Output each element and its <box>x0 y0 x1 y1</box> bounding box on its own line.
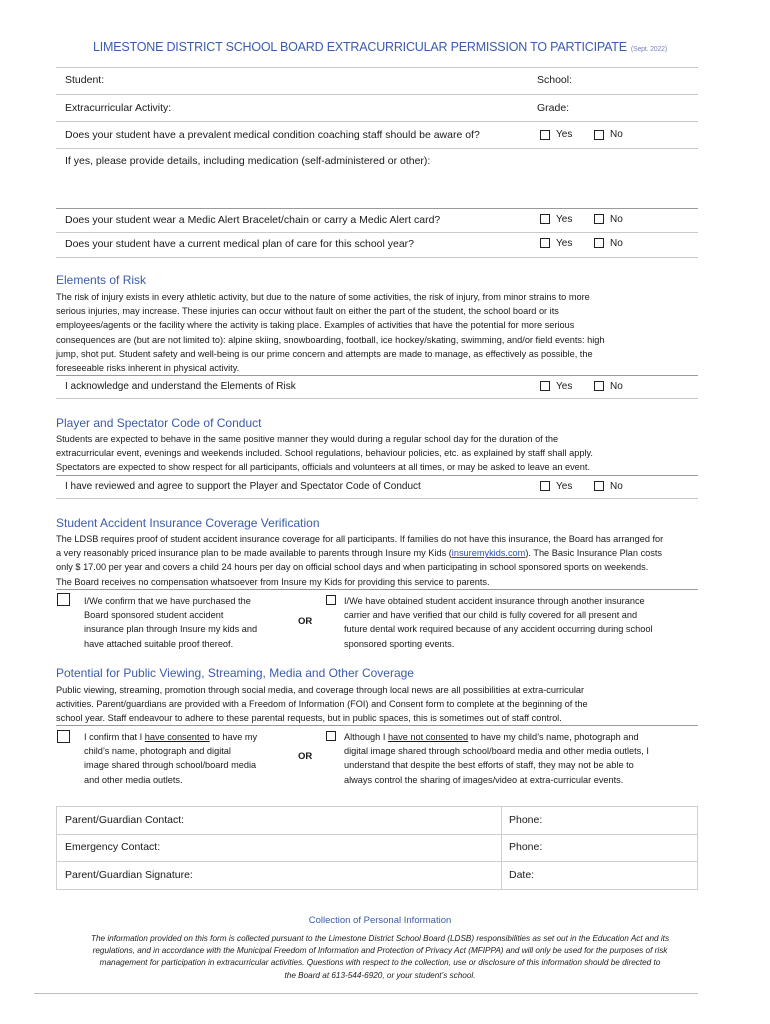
risk-heading: Elements of Risk <box>56 273 147 287</box>
insuremykids-link[interactable]: insuremykids.com <box>451 548 526 559</box>
insurance-line-text: a very reasonably priced insurance plan to be made available to parents through Insure my Kids ( <box>56 548 452 559</box>
option-line: digital image shared through school/board media and other media outlets, I <box>344 746 649 757</box>
yes-label: Yes <box>556 381 573 392</box>
phone-label: Phone: <box>509 841 543 853</box>
option-line: and other media outlets. <box>84 774 183 785</box>
option-line: child’s name, photograph and digital <box>84 746 231 757</box>
viewing-paragraph <box>56 683 706 726</box>
form-title-text: LIMESTONE DISTRICT SCHOOL BOARD EXTRACURRICULAR PERMISSION TO PARTICIPATE <box>93 40 627 54</box>
option-text: to have my child’s name, photograph and <box>468 732 639 742</box>
divider <box>56 257 698 258</box>
phone-label: Phone: <box>509 814 543 826</box>
divider <box>56 94 698 95</box>
collection-line: the Board at 613-544-6920, or your student’s school. <box>284 970 476 980</box>
yes-label: Yes <box>556 238 573 249</box>
risk-ack-label: I acknowledge and understand the Elements of Risk <box>65 381 296 392</box>
risk-line: employees/agents or the facility where the activity is taking place. Examples of activities that have the potential for more serious <box>56 320 575 331</box>
or-label: OR <box>298 616 313 627</box>
insurance-heading: Student Accident Insurance Coverage Verification <box>56 516 320 530</box>
medical-no-checkbox[interactable] <box>594 130 604 140</box>
insurance-paragraph <box>56 532 706 589</box>
option-line: I/We have obtained student accident insurance through another insurance <box>344 596 645 606</box>
conduct-no-checkbox[interactable] <box>594 481 604 491</box>
option-line: have attached suitable proof thereof. <box>84 638 234 649</box>
emergency-contact-label: Emergency Contact: <box>65 841 161 853</box>
not-consented-text <box>344 730 649 787</box>
insurance-line: only $ 17.00 per year and covers a child 24 hours per day on official school days and when participating in school sponsored sports on weekends. <box>56 562 649 573</box>
have-consented-text: have consented <box>144 732 210 742</box>
no-label: No <box>610 481 623 492</box>
option-text: to have my <box>209 732 258 742</box>
conduct-line: extracurricular event, evenings and weekends included. School regulations, behaviour policies, etc. as explained by staff shall apply. <box>56 448 593 459</box>
risk-line: The risk of injury exists in every athletic activity, but due to the nature of some activities, the risk of injury, from minor strains to more <box>56 292 590 302</box>
purchased-insurance-text <box>84 594 257 651</box>
risk-line: foreseeable risks inherent in physical activity. <box>56 363 240 374</box>
conduct-ack-label: I have reviewed and agree to support the Player and Spectator Code of Conduct <box>65 481 421 492</box>
conduct-heading: Player and Spectator Code of Conduct <box>56 416 262 430</box>
no-label: No <box>610 129 623 140</box>
yes-label: Yes <box>556 481 573 492</box>
risk-no-checkbox[interactable] <box>594 381 604 391</box>
risk-yes-checkbox[interactable] <box>540 381 550 391</box>
option-line: image shared through school/board media <box>84 760 257 771</box>
option-line: sponsored sporting events. <box>344 638 455 649</box>
not-consented-checkbox[interactable] <box>326 731 336 741</box>
purchased-insurance-checkbox[interactable] <box>57 593 70 606</box>
collection-heading: Collection of Personal Information <box>308 915 452 926</box>
yes-label: Yes <box>556 214 573 225</box>
insurance-line-text: ). The Basic Insurance Plan costs <box>525 548 663 559</box>
option-line: insurance plan through Insure my kids and <box>84 624 258 635</box>
footer-divider <box>34 993 698 994</box>
divider <box>56 148 698 149</box>
option-line <box>344 730 649 744</box>
plan-of-care-question: Does your student have a current medical plan of care for this school year? <box>65 238 415 250</box>
conduct-paragraph <box>56 432 706 475</box>
option-line: always control the sharing of images/video at extra-curricular events. <box>344 774 624 785</box>
option-text: Although I <box>344 732 388 742</box>
viewing-line: school year. Staff endeavour to adhere to these parental requests, but in public spaces, this is sometimes out of staff control. <box>56 713 562 724</box>
divider <box>56 208 698 209</box>
conduct-line: Spectators are expected to show respect for all participants, officials and volunteers at all times, or may be asked to leave an event. <box>56 462 591 473</box>
divider <box>56 375 698 376</box>
consented-text <box>84 730 257 787</box>
date-label: Date: <box>509 869 535 881</box>
collection-paragraph <box>50 933 710 982</box>
divider <box>56 589 698 590</box>
consented-checkbox[interactable] <box>57 730 70 743</box>
other-insurance-checkbox[interactable] <box>326 595 336 605</box>
guardian-contact-label: Parent/Guardian Contact: <box>65 814 185 826</box>
divider <box>56 121 698 122</box>
collection-line: regulations, and in accordance with the Municipal Freedom of Information and Protection of Privacy Act (MFIPPA) and will only be used for the purposes of risk <box>92 946 668 956</box>
divider <box>56 232 698 233</box>
school-label: School: <box>537 74 573 86</box>
risk-paragraph <box>56 290 706 375</box>
risk-line: consequences are (but are not limited to): alpine skiing, snowboarding, football, ice hockey/skating, swimming, and/or field events: high <box>56 334 605 345</box>
option-line: future dental work required because of any accident occurring during school <box>344 624 653 635</box>
medic-alert-no-checkbox[interactable] <box>594 214 604 224</box>
plan-yes-checkbox[interactable] <box>540 238 550 248</box>
guardian-contact-row[interactable] <box>57 807 697 834</box>
risk-line: serious injuries, may increase. These injuries can occur without fault on either the part of the student, the school board or its <box>56 306 559 317</box>
emergency-contact-row[interactable] <box>57 834 697 861</box>
form-date: (Sept. 2022) <box>630 46 667 53</box>
divider <box>56 498 698 499</box>
medical-condition-question: Does your student have a prevalent medical condition coaching staff should be aware of? <box>65 129 480 141</box>
viewing-heading: Potential for Public Viewing, Streaming, Media and Other Coverage <box>56 666 414 680</box>
conduct-line: Students are expected to behave in the same positive manner they would during a regular school day for the duration of the <box>56 434 559 444</box>
collection-line: The information provided on this form is collected pursuant to the Limestone District School Board (LDSB) responsibilities as set out in the Education Act and its <box>90 934 670 943</box>
other-insurance-text <box>344 594 652 651</box>
divider <box>56 725 698 726</box>
have-not-consented-text: have not consented <box>387 732 469 742</box>
plan-no-checkbox[interactable] <box>594 238 604 248</box>
collection-line: management for participation in extracurricular activities. Questions with respect to the collection, use or disclosure of this information should be directed to <box>99 958 661 968</box>
medical-yes-checkbox[interactable] <box>540 130 550 140</box>
no-label: No <box>610 381 623 392</box>
details-prompt: If yes, please provide details, including medication (self-administered or other): <box>65 155 431 167</box>
divider <box>56 398 698 399</box>
option-line: I/We confirm that we have purchased the <box>84 596 251 606</box>
form-title <box>93 40 667 54</box>
medic-alert-yes-checkbox[interactable] <box>540 214 550 224</box>
contact-table <box>56 806 698 890</box>
insurance-line: The Board receives no compensation whatsoever from Insure my Kids for providing this service to parents. <box>56 576 490 587</box>
option-line <box>84 730 257 744</box>
option-text: I confirm that I <box>84 732 145 742</box>
option-line: understand that despite the best efforts of staff, they may not be able to <box>344 760 634 771</box>
no-label: No <box>610 214 623 225</box>
conduct-yes-checkbox[interactable] <box>540 481 550 491</box>
or-label: OR <box>298 751 313 762</box>
medic-alert-question: Does your student wear a Medic Alert Bracelet/chain or carry a Medic Alert card? <box>65 214 441 226</box>
viewing-line: Public viewing, streaming, promotion through social media, and coverage through local news are all possibilities at extra-curricular <box>56 685 585 695</box>
details-field[interactable] <box>56 170 698 208</box>
divider <box>56 475 698 476</box>
insurance-line <box>56 546 706 560</box>
viewing-line: activities. Parent/guardians are provided with a Freedom of Information (FOI) and Consent form to complete at the beginning of the <box>56 699 588 710</box>
student-label: Student: <box>65 74 105 86</box>
signature-row[interactable] <box>57 861 697 888</box>
insurance-line: The LDSB requires proof of student accident insurance coverage for all participants. If families do not have this insurance, the Board has arranged for <box>56 534 664 544</box>
divider <box>56 67 698 68</box>
no-label: No <box>610 238 623 249</box>
signature-label: Parent/Guardian Signature: <box>65 869 193 881</box>
risk-line: jump, shot put. Student safety and well-being is our prime concern and attempts are made to manage, as effectively as possible, the <box>56 348 593 359</box>
grade-label: Grade: <box>537 102 570 114</box>
yes-label: Yes <box>556 129 573 140</box>
option-line: Board sponsored student accident <box>84 610 224 621</box>
option-line: carrier and have verified that our child is fully covered for all present and <box>344 610 638 621</box>
activity-label: Extracurricular Activity: <box>65 102 172 114</box>
